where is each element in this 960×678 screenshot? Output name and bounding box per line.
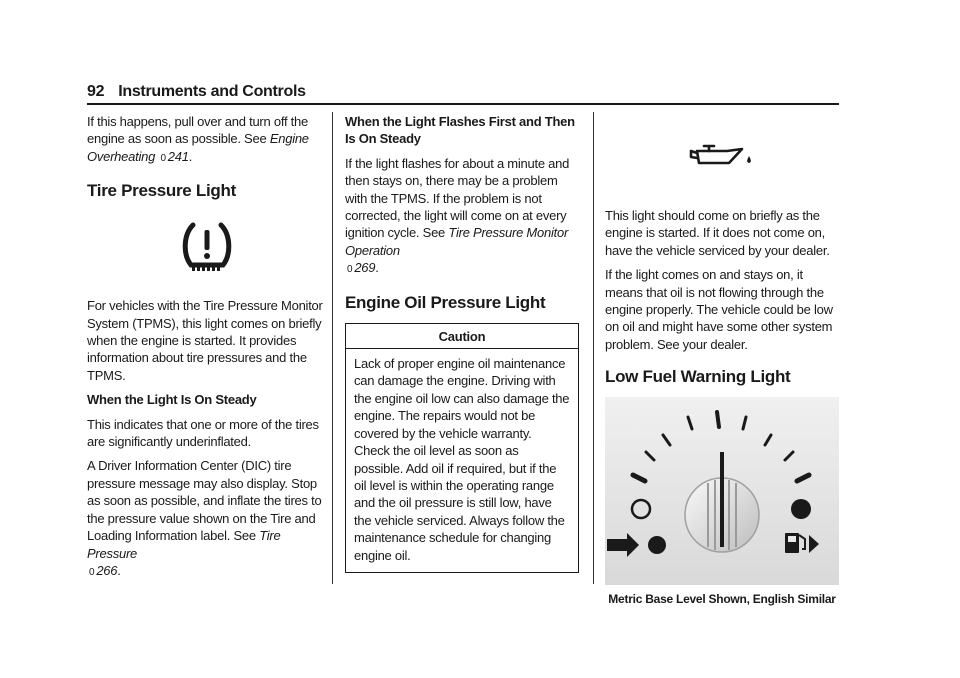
column-2 (345, 113, 579, 573)
overheating-paragraph: If this happens, pull over and turn off the engine as soon as possible. See Engine Overheating 0 241. (87, 114, 309, 164)
section-title: Instruments and Controls (118, 83, 306, 100)
underinflated-paragraph: This indicates that one or more of the tires are significantly underinflated. (87, 416, 319, 450)
page-ref-arrow-icon: 0 (347, 264, 353, 276)
oil-light-check-paragraph: This light should come on briefly as the engine is started. If it does not come on, have the vehicle serviced by your dealer. (605, 208, 830, 258)
column-3 (605, 113, 839, 609)
tire-pressure-warning-icon (87, 219, 327, 275)
caution-title: Caution (346, 324, 578, 349)
engine-overheating-link[interactable]: Engine Overheating 0 241 (87, 131, 309, 164)
dic-message-paragraph: A Driver Information Center (DIC) tire pressure message may also display. Stop as soon as possible, and inflate the tires to the pressure value shown on the Tire and Loading Information label. See Tire Pressure 0 266. (87, 458, 322, 578)
page-ref-arrow-icon: 0 (89, 566, 95, 578)
caution-box (345, 323, 579, 573)
oil-can-icon (605, 141, 839, 171)
tire-pressure-heading: Tire Pressure Light (87, 181, 236, 201)
column-divider-1 (332, 112, 333, 584)
caution-text: Lack of proper engine oil maintenance can damage the engine. Driving with the engine oil low can also damage the engine. The repairs would not be covered by the vehicle warranty. Check the oil level as soon as possible. Add oil if required, but if the oil level is within the operating range and the oil pressure is still low, have the vehicle serviced. Always follow the maintenance schedule for changing engine oil. (354, 356, 570, 563)
tire-pressure-link[interactable]: Tire Pressure 0 266 (87, 528, 281, 578)
steady-light-subheading: When the Light Is On Steady (87, 392, 257, 408)
header-rule (87, 103, 839, 105)
page-ref-arrow-icon: 0 (160, 152, 166, 164)
column-1 (87, 113, 327, 588)
column-divider-2 (593, 112, 594, 584)
page-header (87, 83, 839, 103)
tpms-intro-paragraph: For vehicles with the Tire Pressure Monitor System (TPMS), this light comes on briefly when the engine is started. It provides information about tire pressures and the TPMS. (87, 298, 323, 383)
fuel-gauge-illustration (605, 397, 839, 585)
page-number: 92 (87, 83, 105, 100)
tpms-operation-link[interactable]: Tire Pressure Monitor Operation 0 269 (345, 225, 569, 276)
oil-pressure-heading: Engine Oil Pressure Light (345, 292, 546, 312)
flashing-light-subheading: When the Light Flashes First and Then Is On Steady (345, 114, 575, 147)
low-fuel-heading: Low Fuel Warning Light (605, 367, 791, 387)
flashing-light-paragraph: If the light flashes for about a minute and then stays on, there may be a problem with the TPMS. If the problem is not corrected, the light will come on at every ignition cycle. See Tire Pressure Monitor Operation 0 269. (345, 155, 570, 276)
oil-light-steady-paragraph: If the light comes on and stays on, it means that oil is not flowing through the engine properly. The vehicle could be low on oil and might have some other system problem. See your dealer. (605, 267, 833, 352)
figure-caption: Metric Base Level Shown, English Similar (608, 592, 836, 607)
